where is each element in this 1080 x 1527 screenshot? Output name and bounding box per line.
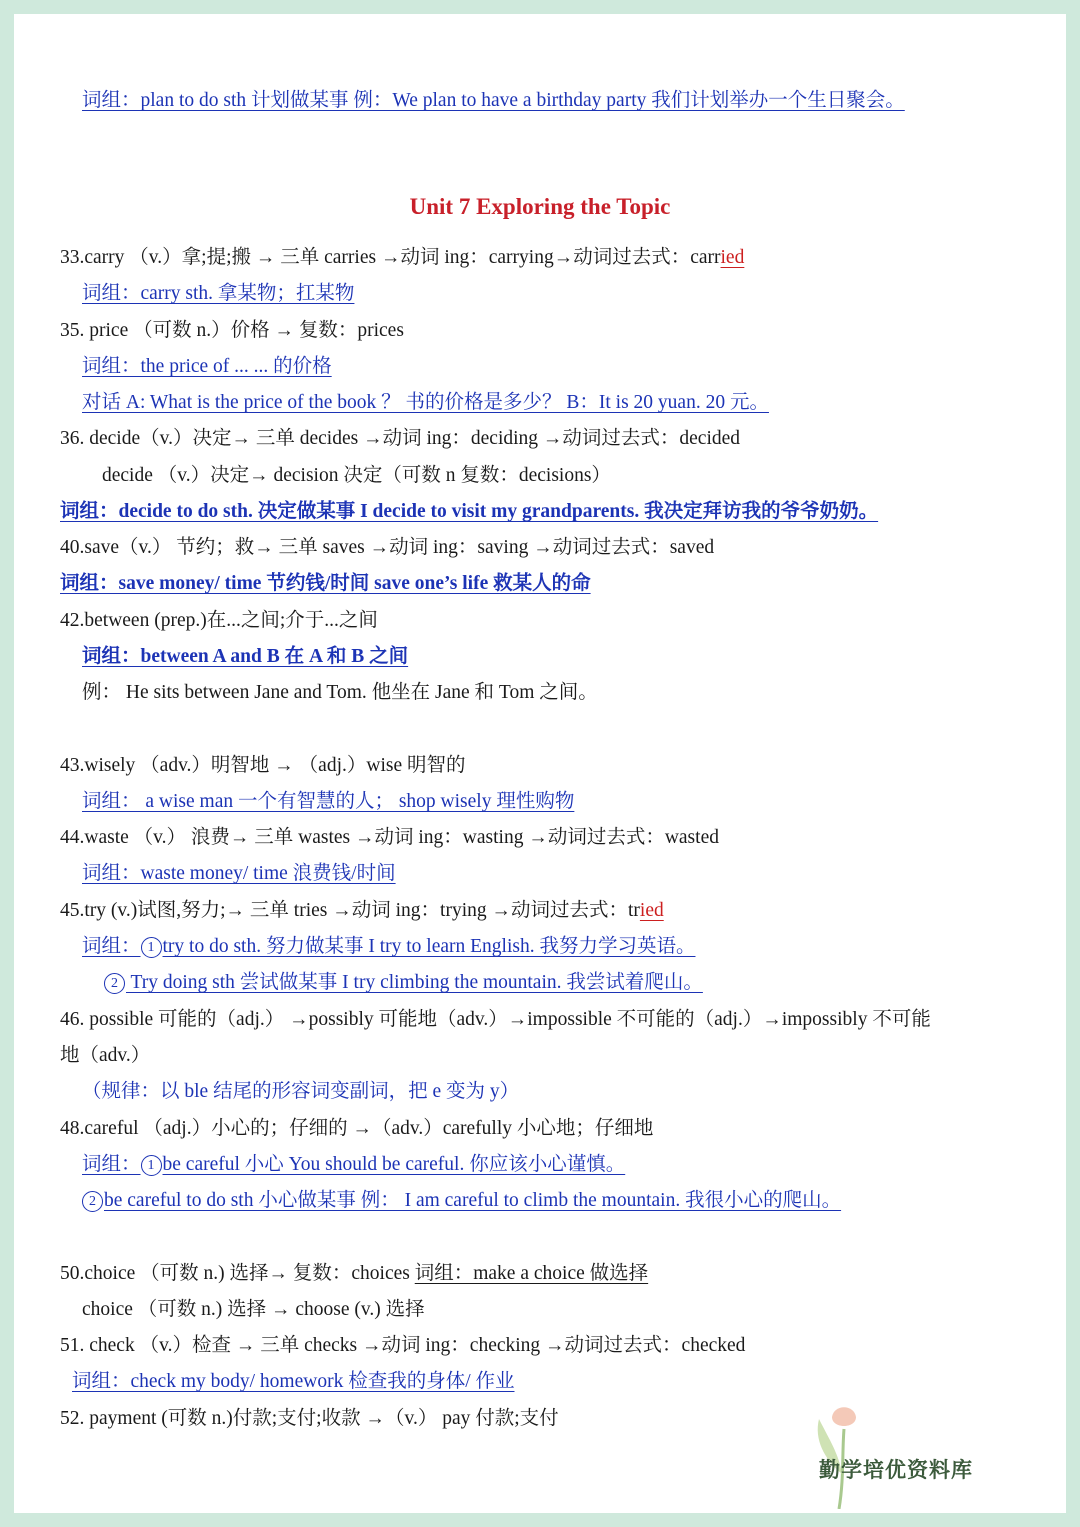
entry-33 (60, 245, 744, 271)
entry-46-cont: 地（adv.） (60, 1045, 151, 1066)
circled-number-2-icon: 2 (104, 973, 125, 994)
circled-number-2-icon: 2 (82, 1191, 103, 1212)
entry-46-rule: （规律：以 ble 结尾的形容词变副词，把 e 变为 y） (82, 1081, 520, 1102)
entry-36: 36. decide（v.）决定→ 三单 decides →动词 ing：deciding →动词过去式：decided (60, 428, 741, 449)
entry-45-phrase-1 (82, 934, 695, 960)
entry-51: 51. check （v.）检查 → 三单 checks →动词 ing：checking →动词过去式：checked (60, 1335, 746, 1356)
top-phrase-line: 词组：plan to do sth 计划做某事 例：We plan to have a birthday party 我们计划举办一个生日聚会。 (82, 90, 905, 111)
entry-44-phrase: 词组：waste money/ time 浪费钱/时间 (82, 863, 396, 884)
entry-50 (60, 1261, 648, 1287)
circled-number-1-icon: 1 (141, 937, 162, 958)
entry-48-phrase-2 (82, 1188, 841, 1214)
entry-50-noun: choice （可数 n.) 选择 → choose (v.) 选择 (82, 1299, 425, 1320)
entry-40: 40.save（v.） 节约；救→ 三单 saves →动词 ing：saving →动词过去式：saved (60, 537, 715, 558)
entry-35-dialog: 对话 A: What is the price of the book ？ 书的价格是多少？ B：It is 20 yuan. 20 元。 (82, 392, 769, 413)
entry-45-phrase-label: 词组： (82, 936, 141, 957)
unit-title: Unit 7 Exploring the Topic (409, 194, 671, 219)
entry-50-phrase: 词组：make a choice 做选择 (414, 1263, 649, 1284)
entry-50-text: 50.choice （可数 n.) 选择→ 复数：choices (60, 1263, 415, 1284)
entry-43: 43.wisely （adv.）明智地 → （adj.）wise 明智的 (60, 755, 466, 776)
entry-42-example: 例： He sits between Jane and Tom. 他坐在 Jane 和 Tom 之间。 (82, 682, 598, 703)
entry-45-phrase-2-text: Try doing sth 尝试做某事 I try climbing the mountain. 我尝试着爬山。 (126, 972, 703, 993)
entry-42-phrase: 词组：between A and B 在 A 和 B 之间 (82, 646, 409, 667)
entry-48-phrase-2-text: be careful to do sth 小心做某事 例： I am careful to climb the mountain. 我很小心的爬山。 (104, 1190, 842, 1211)
entry-45-highlight: ied (639, 900, 664, 921)
entry-48-phrase-1-text: be careful 小心 You should be careful. 你应该小心谨慎。 (162, 1154, 626, 1175)
entry-48-phrase-label: 词组： (82, 1154, 141, 1175)
entry-36-noun: decide （v.）决定→ decision 决定（可数 n 复数：decisions） (102, 465, 611, 486)
entry-40-phrase: 词组：save money/ time 节约钱/时间 save one’s life 救某人的命 (60, 573, 591, 594)
entry-52: 52. payment (可数 n.)付款;支付;收款 →（v.） pay 付款;支付 (60, 1408, 559, 1429)
entry-33-text: 33.carry （v.）拿;提;搬 → 三单 carries →动词 ing：carrying→动词过去式：carr (60, 247, 721, 268)
entry-35: 35. price （可数 n.）价格 → 复数：prices (60, 320, 404, 341)
entry-33-phrase: 词组：carry sth. 拿某物；扛某物 (82, 283, 355, 304)
watermark-logo: 勤学培优资料库 (819, 1458, 973, 1482)
document-page (14, 14, 1066, 1513)
entry-42: 42.between (prep.)在...之间;介于...之间 (60, 610, 378, 631)
entry-46: 46. possible 可能的（adj.） →possibly 可能地（adv.）→impossible 不可能的（adj.）→impossibly 不可能 (60, 1009, 931, 1030)
entry-44: 44.waste （v.） 浪费→ 三单 wastes →动词 ing：wasting →动词过去式：wasted (60, 827, 719, 848)
entry-36-phrase: 词组：decide to do sth. 决定做某事 I decide to visit my grandparents. 我决定拜访我的爷爷奶奶。 (60, 501, 879, 522)
entry-45-phrase-1-text: try to do sth. 努力做某事 I try to learn English. 我努力学习英语。 (162, 936, 696, 957)
entry-33-highlight: ied (720, 247, 745, 268)
entry-45-phrase-2 (104, 970, 703, 996)
entry-48: 48.careful （adj.）小心的；仔细的 →（adv.）carefully 小心地；仔细地 (60, 1118, 654, 1139)
entry-43-phrase: 词组： a wise man 一个有智慧的人； shop wisely 理性购物 (82, 791, 575, 812)
entry-48-phrase-1 (82, 1152, 625, 1178)
circled-number-1-icon: 1 (141, 1155, 162, 1176)
entry-35-phrase: 词组：the price of ... ... 的价格 (82, 356, 332, 377)
entry-51-phrase: 词组：check my body/ homework 检查我的身体/ 作业 (72, 1371, 515, 1392)
entry-45-text: 45.try (v.)试图,努力;→ 三单 tries →动词 ing：trying →动词过去式：tr (60, 900, 640, 921)
entry-45 (60, 898, 664, 924)
